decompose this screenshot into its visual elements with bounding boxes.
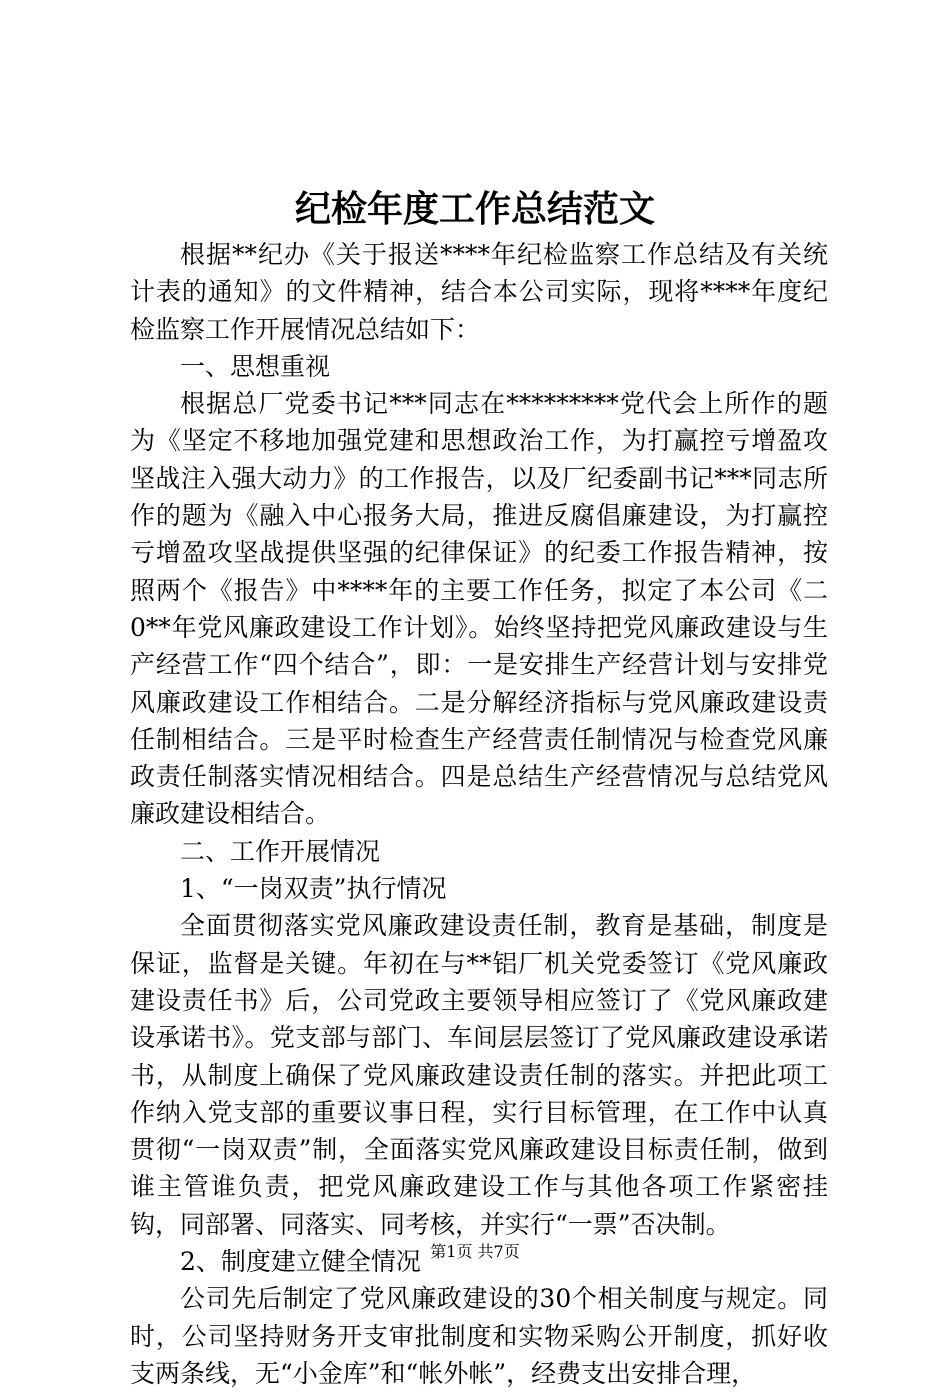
subsection-heading-1: 1、“一岗双责”执行情况 xyxy=(180,874,447,904)
subsection-1-paragraph: 全面贯彻落实党风廉政建设责任制，教育是基础，制度是保证，监督是关键。年初在与**铝厂机关党委签订《党风廉政建设责任书》后，公司党政主要领导相应签订了《党风廉政建设承诺书》。党支部与部门、车间层层签订了党风廉政建设承诺书，从制度上确保了党风廉政建设责任制的落实。并把此项工作纳入党支部的重要议事日程，实行目标管理，在工作中认真贯彻“一岗双责”制，全面落实党风廉政建设目标责任制，做到谁主管谁负责，把党风廉政建设工作与其他各项工作紧密挂钩，同部署、同落实、同考核，并实行“一票”否决制。 xyxy=(130,911,828,1239)
section-heading-2: 二、工作开展情况 xyxy=(180,836,381,866)
subsection-2-paragraph: 公司先后制定了党风廉政建设的30个相关制度与规定。同时，公司坚持财务开支审批制度和实物采购公开制度，抓好收支两条线，无“小金库”和“帐外帐”，经费支出安排合理， xyxy=(130,1284,828,1388)
intro-paragraph: 根据**纪办《关于报送****年纪检监察工作总结及有关统计表的通知》的文件精神，结合本公司实际，现将****年度纪检监察工作开展情况总结如下： xyxy=(130,240,828,344)
section-heading-1: 一、思想重视 xyxy=(180,351,331,381)
document-title: 纪检年度工作总结范文 xyxy=(294,188,655,230)
document-body xyxy=(130,236,828,1392)
subsection-heading-2: 2、制度建立健全情况 xyxy=(180,1247,421,1277)
section-1-paragraph: 根据总厂党委书记***同志在*********党代会上所作的题为《坚定不移地加强党建和思想政治工作，为打赢控亏增盈攻坚战注入强大动力》的工作报告，以及厂纪委副书记***同志所作的题为《融入中心报务大局，推进反腐倡廉建设，为打赢控亏增盈攻坚战提供坚强的纪律保证》的纪委工作报告精神，按照两个《报告》中****年的主要工作任务，拟定了本公司《二0**年党风廉政建设工作计划》。始终坚持把党风廉政建设与生产经营工作“四个结合”，即：一是安排生产经营计划与安排党风廉政建设工作相结合。二是分解经济指标与党风廉政建设责任制相结合。三是平时检查生产经营责任制情况与检查党风廉政责任制落实情况相结合。四是总结生产经营情况与总结党风廉政建设相结合。 xyxy=(130,389,828,829)
page-footer: 第1页 共7页 xyxy=(430,1242,520,1261)
